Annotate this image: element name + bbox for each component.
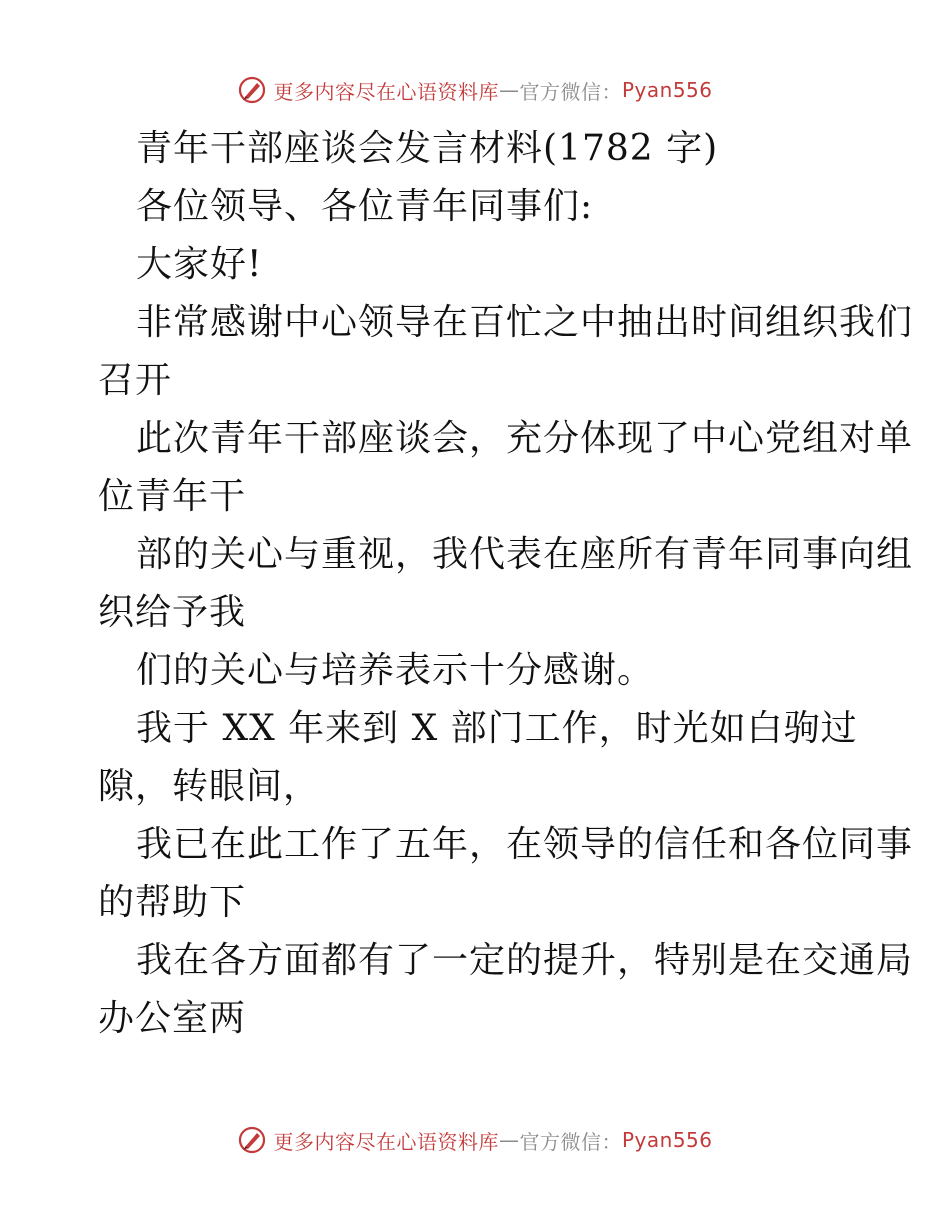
paragraph-line: 办公室两 <box>98 998 247 1039</box>
watermark-text: 更多内容尽在心语资料库 <box>273 1129 499 1154</box>
paragraph-line: 们的关心与培养表示十分感谢。 <box>136 650 655 691</box>
paragraph-line: 隙，转眼间， <box>98 766 321 807</box>
salutation: 各位领导、各位青年同事们: <box>136 186 594 227</box>
paragraph-line: 我于 XX 年来到 X 部门工作，时光如白驹过 <box>136 708 858 749</box>
pen-logo-icon <box>237 1125 267 1155</box>
watermark-dash: — <box>498 78 520 102</box>
footer-watermark <box>0 1120 950 1160</box>
paragraph-line: 召开 <box>98 360 173 401</box>
paragraph-line: 位青年干 <box>98 476 247 517</box>
document-title: 青年干部座谈会发言材料(1782 字) <box>136 128 719 169</box>
paragraph-line: 的帮助下 <box>98 882 247 923</box>
document-body <box>98 120 914 1048</box>
paragraph-line: 织给予我 <box>98 592 247 633</box>
greeting: 大家好! <box>136 244 263 285</box>
header-watermark <box>0 70 950 110</box>
paragraph-line: 非常感谢中心领导在百忙之中抽出时间组织我们 <box>136 302 914 343</box>
paragraph-line: 部的关心与重视，我代表在座所有青年同事向组 <box>136 534 914 575</box>
watermark-wechat-label: 官方微信： <box>519 1129 622 1154</box>
watermark-wechat-id: Pyan556 <box>621 1128 713 1152</box>
watermark-wechat-label: 官方微信： <box>519 79 622 104</box>
paragraph-line: 此次青年干部座谈会，充分体现了中心党组对单 <box>136 418 914 459</box>
paragraph-line: 我已在此工作了五年，在领导的信任和各位同事 <box>136 824 914 865</box>
pen-logo-icon <box>237 75 267 105</box>
paragraph-line: 我在各方面都有了一定的提升，特别是在交通局 <box>136 940 914 981</box>
watermark-dash: — <box>498 1128 520 1152</box>
watermark-text: 更多内容尽在心语资料库 <box>273 79 499 104</box>
watermark-wechat-id: Pyan556 <box>621 78 713 102</box>
